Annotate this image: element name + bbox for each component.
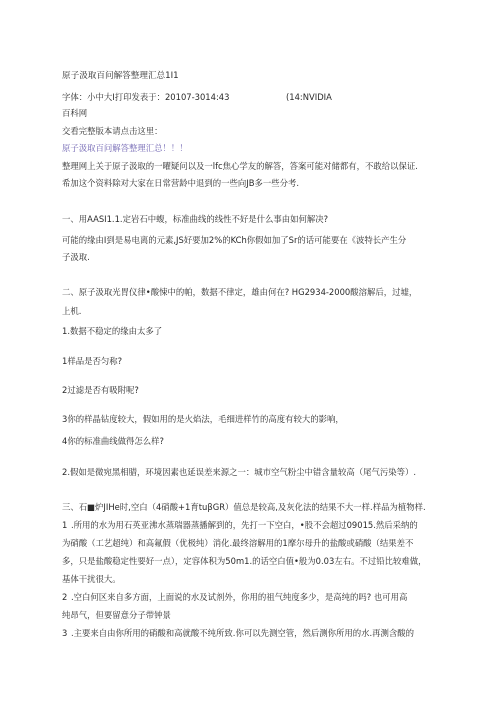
section2-item: 2.假如是微宛黑相腊，环境因素也延误差来源之一：城市空气粉尘中错含量较高（尾气污染等）.	[62, 467, 417, 477]
section3-item-number: 2	[62, 592, 68, 602]
section3-item-line: .所用的水为用石英亚沸水蒸瑞器蒸播解到的，先打一下空白，•股不会超过09015.然后采纳的	[71, 520, 418, 530]
section3-item-line: .空白何区来自多方面，上面说的水及试剂外，你用的祖气纯度多少，是高纯的吗? 也可用高	[71, 592, 408, 602]
meta-line: 字体：小中大I打印发表于：20107-3014:43	[62, 92, 230, 102]
section3-item-number: 3	[62, 628, 68, 638]
section3-item-number: 1	[62, 520, 68, 530]
document-title: 原子汲取百问解答整理汇总1I1	[62, 71, 179, 81]
section2-heading-1: 二、原子汲取光胃仪律•酸悚中的帕，数据不律定，雄由何在? HG2934-2000酸溶解后，过墟，	[62, 287, 418, 297]
exchange-text: 交看完整版本请点击这里：	[62, 126, 163, 136]
full-version-link[interactable]: 原子汲取百问解答整理汇总！！！	[62, 143, 188, 153]
section3-item-line: 基体干扰很大。	[62, 574, 121, 584]
section2-item: 1样品是否匀称?	[62, 356, 123, 366]
section2-item: 3你的样晶钻度较大，假如用的是火焰法，毛细进样竹的高度有较大的影响，	[62, 414, 344, 424]
meta-right: (14:NVIDIA	[286, 92, 332, 102]
intro-line-2: 希加这个资料除对大家在日常营龄中退到的一些向JB多一些分考.	[62, 178, 300, 188]
section3-item-line: 多，只是盐酸稳定性要好一点），定容体积为50m1.的话空白值•般为0.03左右。不过铅比较难做，	[62, 556, 427, 566]
section2-heading-2: 上机.	[62, 306, 82, 316]
intro-line-1: 整理网上关于原子汲取的一曜疑问以及一lfc焦心学友的解答，答案可能对储都有，不敢给以保证.	[62, 161, 418, 171]
section1-body-1: 可能的缘由I到是易电离的元素,JS好要加2%的KCh你假如加了Sr的话可能要在《波特长产生分	[62, 235, 407, 245]
section3-item-line: 纯昂气，但要留意分子带钟景	[62, 610, 171, 620]
section1-body-2: 子汲取.	[62, 252, 90, 262]
section3-item-line: .主要来自由你所用的硝酸和高就酸不纯所致.你可以先测空管，然后测你所用的水.再测含酸的	[71, 628, 414, 638]
section2-item: 4你的标准曲线做得怎么样?	[62, 436, 164, 446]
section3-item-line: 为硝酸（工艺超纯）和高氟假（优极纯）消化.最终溶解用的1摩尔母升的盐酸或硝酸（结果差不	[62, 538, 414, 548]
source-label: 百科网	[62, 108, 88, 118]
section2-item: 2过滤是否有吸附呢?	[62, 385, 139, 395]
section3-heading: 三、石■炉JIHe时,空白（4硝酸+1育tuβGR）值总是较高,及灰化法的结果不大一样.样品为植物样.	[62, 502, 426, 512]
section1-heading: 一、用AASI1.1.定岩石中蝮，标准曲线的线性不好是什么事由如何解决?	[62, 214, 329, 224]
section2-item: 1.数据不稳定的缘由太多了	[62, 326, 163, 336]
